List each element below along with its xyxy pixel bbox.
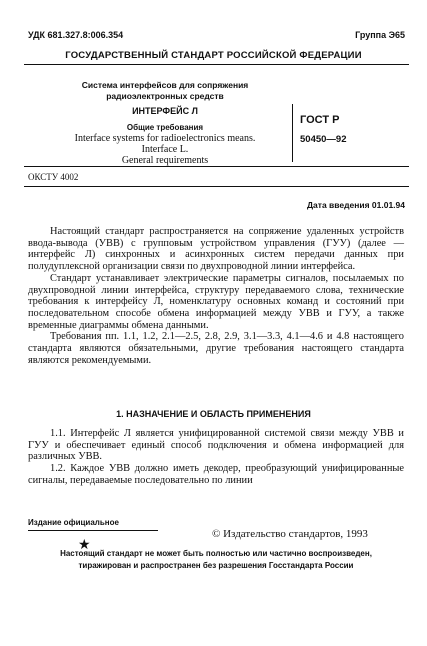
gost-number: 50450—92	[300, 134, 347, 145]
okstu-rule	[24, 186, 409, 187]
paragraph: Настоящий стандарт распространяется на сопряжение удаленных устройств ввода-вывода (УВВ) с групповым устройством управления (ГУУ) (далее — интерфейс Л) синхронных и асинхронных систем передачи данных при полудуплексной организации связи по двухпроводной линии интерфейса.	[28, 226, 404, 273]
gost-label: ГОСТ Р	[300, 114, 340, 126]
udk-code: УДК 681.327.8:006.354	[28, 30, 124, 40]
english-title-line-1: Interface systems for radioelectronics means.	[74, 133, 256, 144]
introduction-date: Дата введения 01.01.94	[307, 200, 405, 210]
star-icon: ★	[78, 538, 91, 553]
standard-title: ГОСУДАРСТВЕННЫЙ СТАНДАРТ РОССИЙСКОЙ ФЕДЕРАЦИИ	[65, 50, 362, 61]
system-line-2: радиоэлектронных средств	[106, 91, 224, 101]
gost-designation	[300, 110, 400, 150]
copyright-notice	[28, 548, 404, 572]
interface-name: ИНТЕРФЕЙС Л	[132, 106, 198, 116]
footer-rule	[28, 530, 158, 531]
paragraph: 1.1. Интерфейс Л является унифицированной системой связи между УВВ и ГУУ и обеспечивает единый способ подключения и обмена информацией для различных УВВ.	[28, 428, 404, 463]
official-edition-label: Издание официальное	[28, 518, 119, 527]
notice-line-1: Настоящий стандарт не может быть полностью или частично воспроизведен,	[60, 549, 372, 558]
general-requirements: Общие требования	[126, 123, 204, 132]
copyright: © Издательство стандартов, 1993	[212, 528, 368, 540]
paragraph: Требования пп. 1.1, 1.2, 2.1—2.5, 2.8, 2.9, 3.1—3.3, 4.1—4.6 и 4.8 настоящего стандарта являются обязательными, другие требования настоящего стандарта являются рекомендуемыми.	[28, 331, 404, 366]
notice-line-2: тиражирован и распространен без разрешения Госстандарта России	[78, 561, 354, 570]
group-code: Группа Э65	[355, 30, 405, 40]
paragraph: Стандарт устанавливает электрические параметры сигналов, посылаемых по двухпроводной линии интерфейса, структуру передаваемого слова, технические требования к интерфейсу Л, номенклатуру основных команд и состояний при последовательном способе обмена информацией между УВВ и ГУУ, а также временные диаграммы обмена данными.	[28, 272, 404, 331]
okstu-code: ОКСТУ 4002	[28, 172, 79, 182]
header-rule	[24, 64, 409, 65]
english-title-line-2: Interface L.	[141, 144, 189, 155]
section-heading: 1. НАЗНАЧЕНИЕ И ОБЛАСТЬ ПРИМЕНЕНИЯ	[116, 409, 311, 419]
title-block	[40, 80, 290, 166]
title-divider	[292, 104, 293, 162]
intro-text	[28, 226, 404, 366]
title-rule	[24, 166, 409, 167]
english-title-line-3: General requirements	[121, 155, 209, 166]
system-line-1: Система интерфейсов для сопряжения	[81, 80, 249, 90]
paragraph: 1.2. Каждое УВВ должно иметь декодер, преобразующий унифицированные сигналы, передаваемые последовательно по линии	[28, 463, 404, 486]
section-text	[28, 428, 404, 487]
